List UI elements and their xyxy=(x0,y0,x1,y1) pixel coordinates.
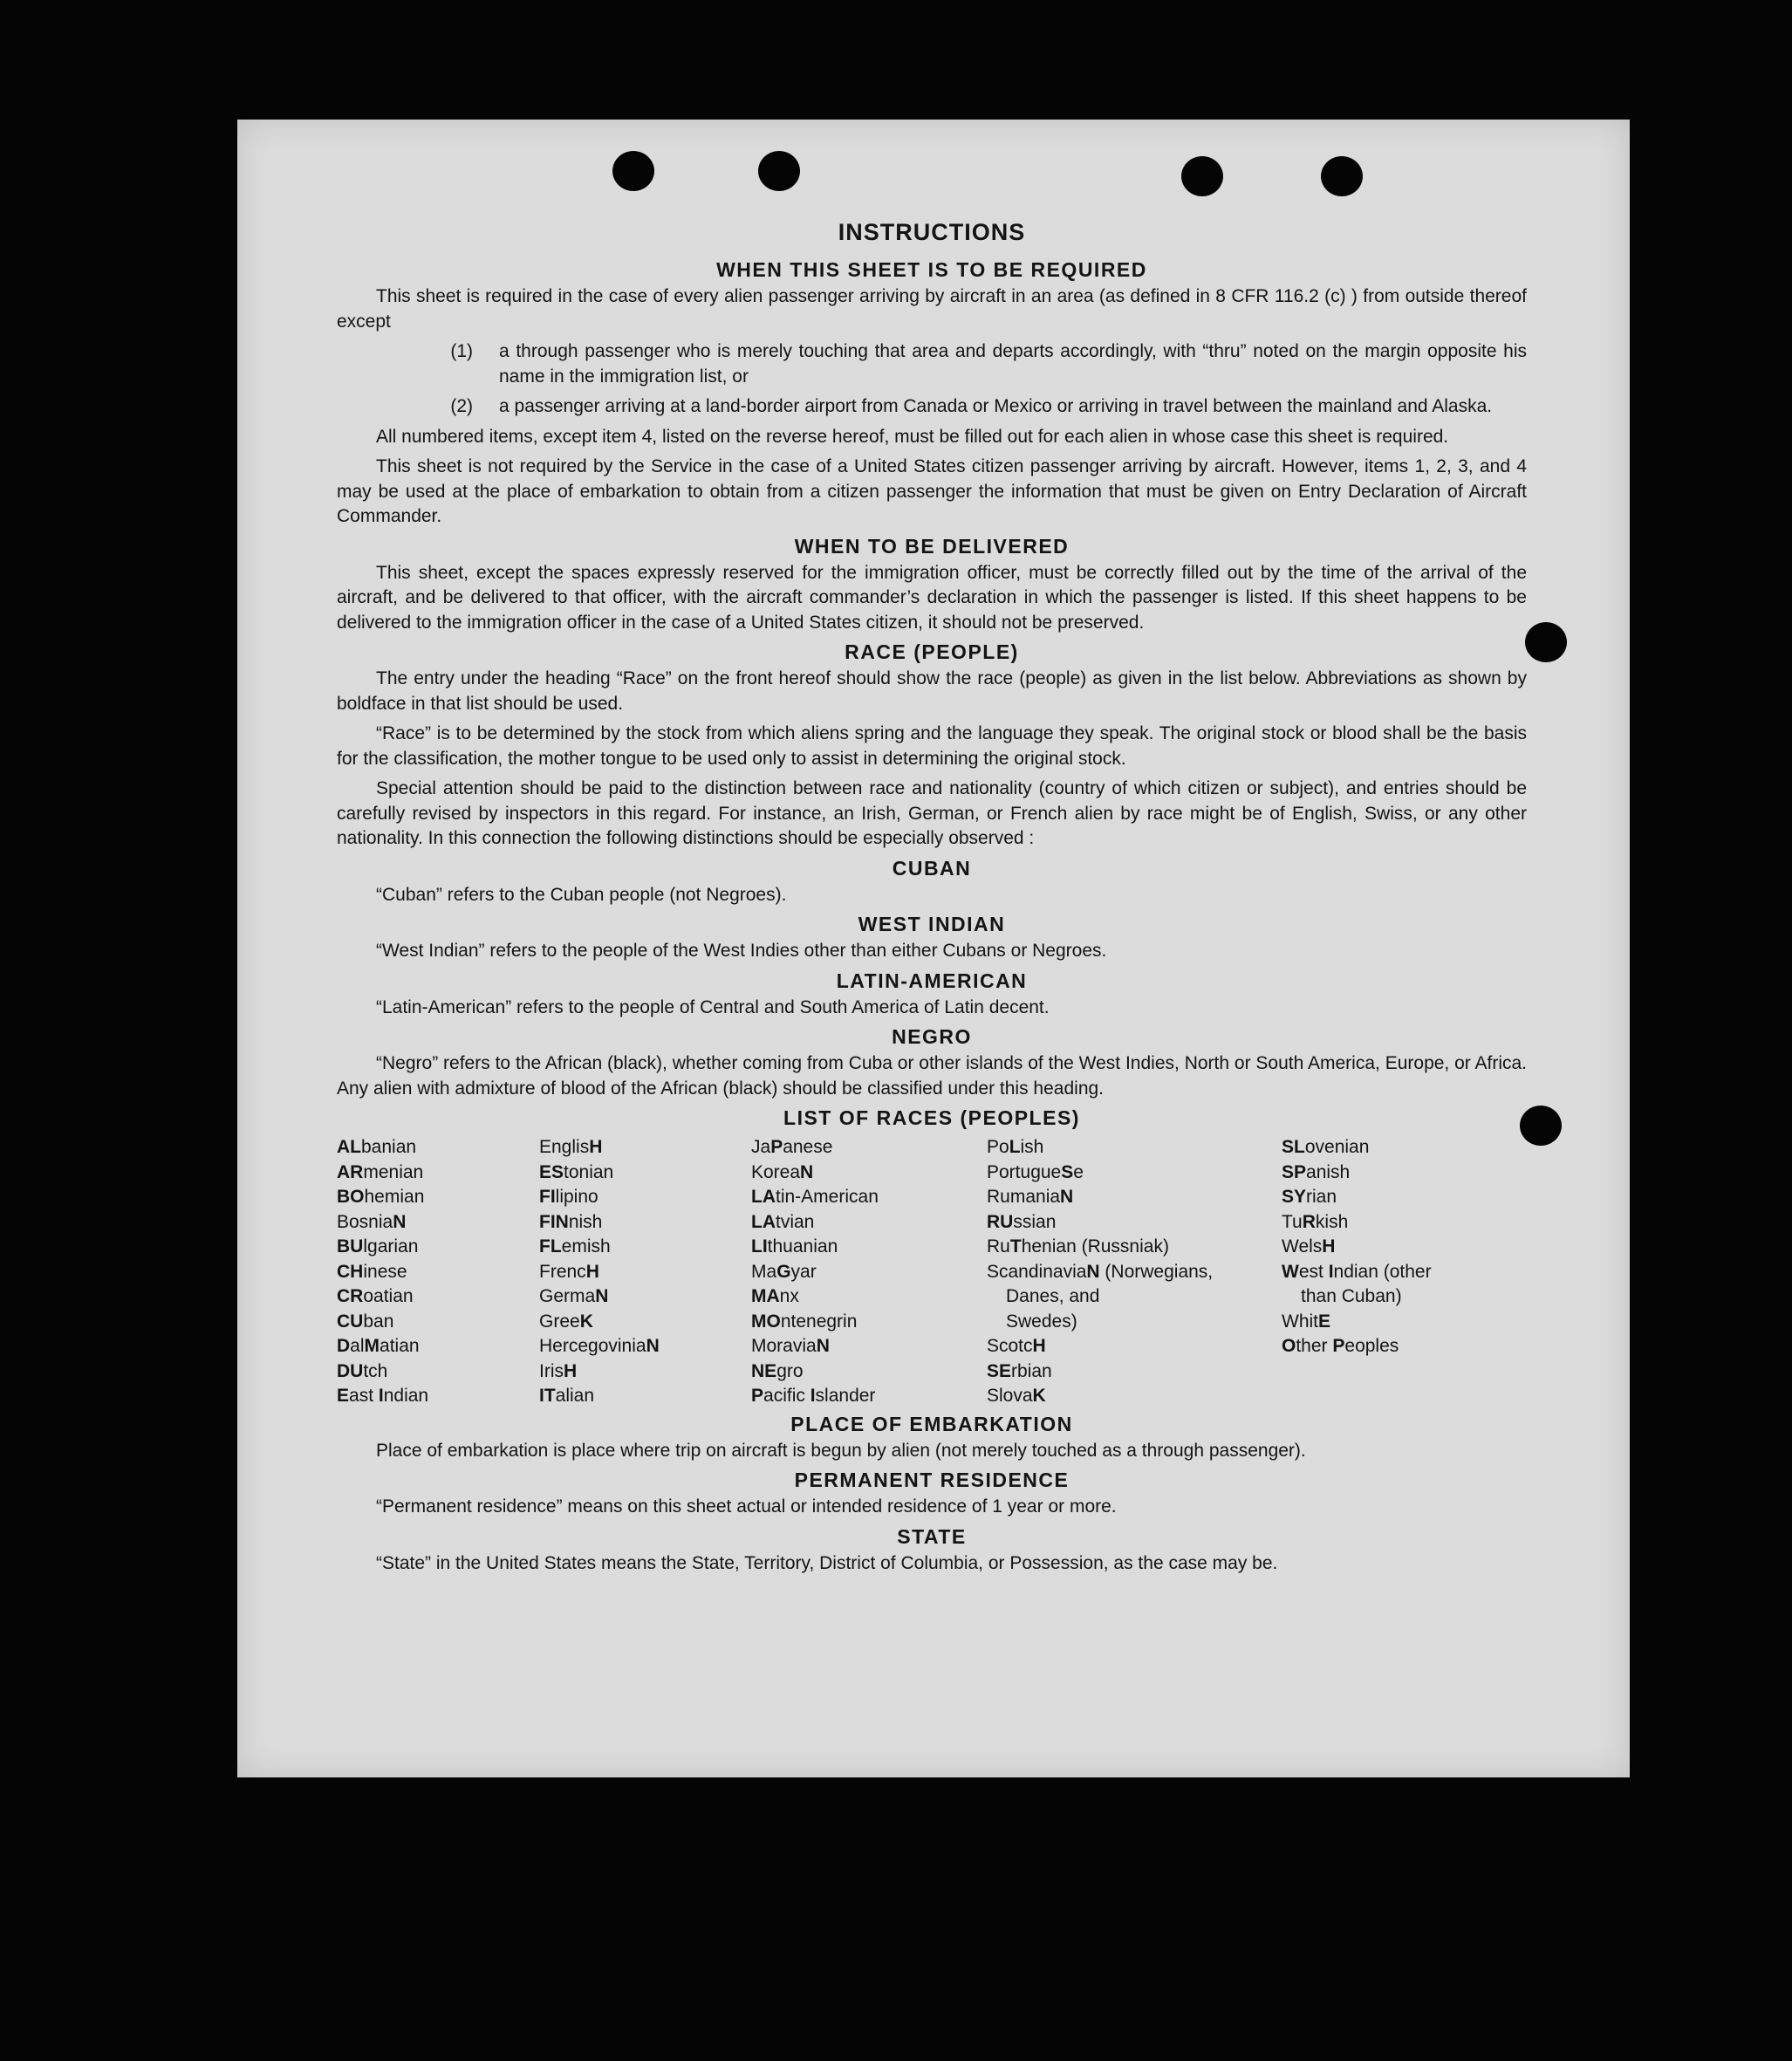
cuban-definition: “Cuban” refers to the Cuban people (not Negroes). xyxy=(376,884,787,905)
exception-item xyxy=(337,339,1527,389)
races-column xyxy=(987,1135,1282,1409)
residence-definition: “Permanent residence” means on this sheet actual or intended residence of 1 year or more. xyxy=(376,1496,1117,1517)
race-entry: MAnx xyxy=(751,1286,799,1306)
race-entry: PoLish xyxy=(987,1137,1044,1157)
race-entry: DUtch xyxy=(337,1360,388,1381)
race-entry: KoreaN xyxy=(751,1161,814,1182)
required-paragraph: This sheet is not required by the Service in the case of a United States citizen passenger arriving by aircraft. However, items 1, 2, 3, and 4 may be used at the place of embarkation to obtain from a citizen passenger the information that must be given on Entry Declaration of Aircraft Commander. xyxy=(337,456,1527,526)
race-entry: HercegoviniaN xyxy=(539,1336,660,1356)
race-entry: ALbanian xyxy=(337,1137,417,1157)
race-entry: ITalian xyxy=(539,1386,595,1406)
exception-number: (2) xyxy=(450,396,473,416)
list-of-races xyxy=(337,1135,1527,1409)
race-entry: West Indian (other xyxy=(1282,1261,1432,1282)
section-heading-west-indian: WEST INDIAN xyxy=(858,913,1006,935)
required-intro: This sheet is required in the case of every alien passenger arriving by aircraft in an area (as defined in 8 CFR 116.2 (c) ) from outside thereof except xyxy=(337,286,1527,332)
section-heading-cuban: CUBAN xyxy=(892,856,972,880)
race-entry: Danes, and xyxy=(1006,1286,1100,1306)
race-entry: MaGyar xyxy=(751,1261,817,1282)
section-heading-embarkation: PLACE OF EMBARKATION xyxy=(790,1412,1073,1435)
race-entry: CRoatian xyxy=(337,1286,414,1306)
race-entry: ScotcH xyxy=(987,1336,1046,1356)
race-entry: EStonian xyxy=(539,1161,614,1182)
race-entry: FINnish xyxy=(539,1211,603,1232)
race-entry: SLovenian xyxy=(1282,1137,1370,1157)
punch-hole xyxy=(758,151,800,191)
section-heading-latin-american: LATIN-AMERICAN xyxy=(836,969,1028,992)
race-entry: RuThenian (Russniak) xyxy=(987,1236,1169,1256)
race-entry: GreeK xyxy=(539,1311,593,1332)
document-sheet xyxy=(237,120,1630,1777)
race-entry: FLemish xyxy=(539,1236,611,1256)
race-entry: SErbian xyxy=(987,1360,1052,1381)
race-entry: EnglisH xyxy=(539,1137,603,1157)
west-indian-definition: “West Indian” refers to the people of the West Indies other than either Cubans or Negroes. xyxy=(376,941,1107,961)
page-title: INSTRUCTIONS xyxy=(838,219,1026,245)
race-entry: FrencH xyxy=(539,1261,599,1282)
race-paragraph: Special attention should be paid to the distinction between race and nationality (country of which citizen or subject), and entries should be carefully revised by inspectors in this regard. For instance, an Irish, German, or French alien by race might be of English, Swiss, or any other nationality. In this connection the following distinctions should be especially observed : xyxy=(337,778,1527,848)
latin-american-definition: “Latin-American” refers to the people of Central and South America of Latin decent. xyxy=(376,996,1050,1017)
races-column xyxy=(1282,1135,1527,1409)
embarkation-definition: Place of embarkation is place where trip on aircraft is begun by alien (not merely touched as a through passenger). xyxy=(376,1440,1306,1461)
exception-item xyxy=(337,394,1527,420)
race-entry: BUlgarian xyxy=(337,1236,419,1256)
race-entry: NEgro xyxy=(751,1360,804,1381)
punch-hole xyxy=(1181,156,1223,196)
race-entry: than Cuban) xyxy=(1301,1286,1402,1306)
race-entry: WhitE xyxy=(1282,1311,1331,1332)
race-entry: GermaN xyxy=(539,1286,609,1306)
race-entry: SlovaK xyxy=(987,1386,1046,1406)
punch-hole xyxy=(612,151,654,191)
race-entry: JaPanese xyxy=(751,1137,833,1157)
section-heading-state: STATE xyxy=(897,1524,967,1548)
race-entry: BosniaN xyxy=(337,1211,407,1232)
race-entry: MoraviaN xyxy=(751,1336,830,1356)
race-entry: LAtvian xyxy=(751,1211,815,1232)
race-entry: WelsH xyxy=(1282,1236,1336,1256)
punch-hole xyxy=(1321,156,1363,196)
races-column xyxy=(337,1135,539,1409)
race-entry: SPanish xyxy=(1282,1161,1351,1182)
race-entry: TuRkish xyxy=(1282,1211,1349,1232)
punch-hole xyxy=(1525,622,1567,662)
race-paragraph: The entry under the heading “Race” on the front hereof should show the race (people) as given in the list below. Abbreviations as shown by boldface in that list should be used. xyxy=(337,668,1527,714)
race-entry: Swedes) xyxy=(1006,1311,1077,1332)
negro-definition: “Negro” refers to the African (black), whether coming from Cuba or other islands of the West Indies, North or South America, Europe, or Africa. Any alien with admixture of blood of the African (black) should be classified under this heading. xyxy=(337,1053,1527,1099)
state-definition: “State” in the United States means the State, Territory, District of Columbia, or Possession, as the case may be. xyxy=(376,1552,1278,1573)
required-paragraph: All numbered items, except item 4, listed on the reverse hereof, must be filled out for each alien in whose case this sheet is required. xyxy=(376,426,1449,447)
race-entry: CHinese xyxy=(337,1261,407,1282)
exception-text: a passenger arriving at a land-border airport from Canada or Mexico or arriving in travel between the mainland and Alaska. xyxy=(499,396,1493,416)
races-column xyxy=(751,1135,987,1409)
exception-number: (1) xyxy=(450,341,473,361)
instructions-content xyxy=(337,219,1527,1581)
race-entry: RumaniaN xyxy=(987,1187,1074,1207)
race-entry: SYrian xyxy=(1282,1187,1337,1207)
race-entry: ScandinaviaN (Norwegians, xyxy=(987,1261,1214,1282)
race-entry: MOntenegrin xyxy=(751,1311,858,1332)
section-heading-race: RACE (PEOPLE) xyxy=(845,640,1019,663)
race-paragraph: “Race” is to be determined by the stock from which aliens spring and the language they speak. The original stock or blood shall be the basis for the classification, the mother tongue to be used only to assist in determining the original stock. xyxy=(337,723,1527,769)
section-heading-delivered: WHEN TO BE DELIVERED xyxy=(794,534,1070,558)
section-heading-list-of-races: LIST OF RACES (PEOPLES) xyxy=(783,1106,1080,1129)
race-entry: IrisH xyxy=(539,1360,578,1381)
race-entry: LAtin-American xyxy=(751,1187,879,1207)
races-column xyxy=(539,1135,751,1409)
race-entry: East Indian xyxy=(337,1386,429,1406)
race-entry: FIlipino xyxy=(539,1187,598,1207)
race-entry: PortugueSe xyxy=(987,1161,1084,1182)
delivered-paragraph: This sheet, except the spaces expressly reserved for the immigration officer, must be correctly filled out by the time of the arrival of the aircraft, and be delivered to that officer, with the aircraft commander’s declaration in which the passenger is listed. If this sheet happens to be delivered to the immigration officer in the case of a United States citizen, it should not be preserved. xyxy=(337,562,1527,633)
race-entry: Other Peoples xyxy=(1282,1336,1399,1356)
race-entry: CUban xyxy=(337,1311,394,1332)
section-heading-negro: NEGRO xyxy=(892,1025,972,1048)
race-entry: LIthuanian xyxy=(751,1236,838,1256)
race-entry: RUssian xyxy=(987,1211,1057,1232)
race-entry: BOhemian xyxy=(337,1187,425,1207)
section-heading-required: WHEN THIS SHEET IS TO BE REQUIRED xyxy=(716,258,1147,281)
section-heading-residence: PERMANENT RESIDENCE xyxy=(794,1469,1070,1491)
race-entry: ARmenian xyxy=(337,1161,424,1182)
exception-text: a through passenger who is merely touching that area and departs accordingly, with “thru” noted on the margin opposite his name in the immigration list, or xyxy=(499,341,1527,387)
race-entry: Pacific Islander xyxy=(751,1386,876,1406)
race-entry: DalMatian xyxy=(337,1336,420,1356)
